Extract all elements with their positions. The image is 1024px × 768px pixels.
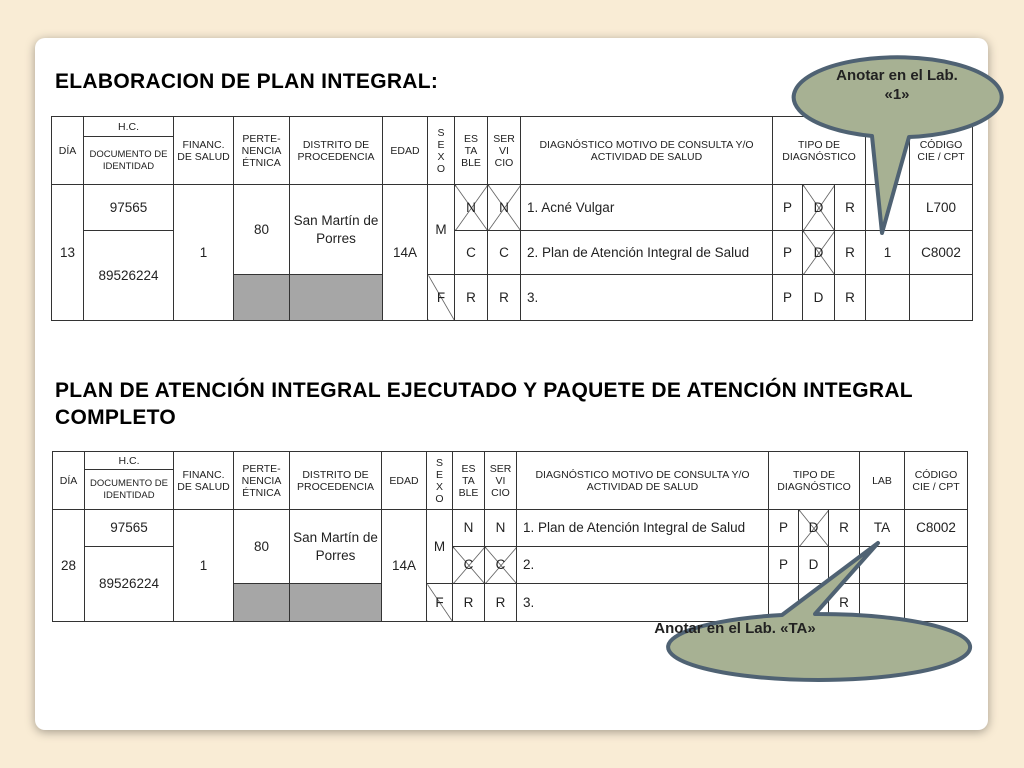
cell-diagnostico: 3. [517,584,769,622]
cell-estable: C [453,547,485,584]
cell-tipo-r: R [835,185,866,231]
cell-servicio: N [488,185,521,231]
cell-hc: 97565 [84,185,174,231]
cell-tipo-r: R [835,231,866,275]
header-tipo-diagnostico: TIPO DE DIAGNÓSTICO [773,117,866,185]
header-distrito: DISTRITO DE PROCEDENCIA [290,117,383,185]
cell-hc: 97565 [85,510,174,547]
cell-tipo-d: D [799,510,829,547]
cell-codigo: C8002 [905,510,968,547]
cell-diagnostico: 1. Acné Vulgar [521,185,773,231]
header-estable: ES TA BLE [453,452,485,510]
header-dia: DÍA [53,452,85,510]
cell-sexo-f: F [427,584,453,622]
section-title-plan-ejecutado: PLAN DE ATENCIÓN INTEGRAL EJECUTADO Y PAQUETE DE ATENCIÓN INTEGRAL COMPLETO [55,379,913,429]
cell-financ: 1 [174,185,234,321]
cell-servicio: N [485,510,517,547]
cell-codigo: L700 [910,185,973,231]
cell-servicio: R [485,584,517,622]
cell-documento: 89526224 [84,231,174,321]
cell-tipo-r: R [829,584,860,622]
cell-sexo-m: M [428,185,455,275]
header-tipo-diagnostico: TIPO DE DIAGNÓSTICO [769,452,860,510]
cell-diagnostico: 2. [517,547,769,584]
cell-pertenencia: 80 [234,510,290,584]
cell-diagnostico: 3. [521,275,773,321]
header-codigo: CÓDIGO CIE / CPT [910,117,973,185]
header-codigo: CÓDIGO CIE / CPT [905,452,968,510]
cell-sexo-f: F [428,275,455,321]
header-edad: EDAD [383,117,428,185]
cell-tipo-p: P [769,510,799,547]
cell-sexo-m: M [427,510,453,584]
cell-servicio: C [488,231,521,275]
header-diagnostico: DIAGNÓSTICO MOTIVO DE CONSULTA Y/O ACTIVIDAD DE SALUD [521,117,773,185]
cell-lab: 1 [866,231,910,275]
header-financ: FINANC. DE SALUD [174,452,234,510]
callout-text-1: Anotar en el Lab. «1» [836,67,958,103]
header-edad: EDAD [382,452,427,510]
cell-servicio: R [488,275,521,321]
callout-text-2: Anotar en el Lab. «TA» [654,620,816,637]
header-hc: H.C. [85,452,174,470]
cell-estable: R [455,275,488,321]
header-dia: DÍA [52,117,84,185]
cell-tipo-d: D [803,275,835,321]
cell-tipo-p: P [773,231,803,275]
cell-estable: C [455,231,488,275]
cell-tipo-p: P [769,547,799,584]
header-distrito: DISTRITO DE PROCEDENCIA [290,452,382,510]
cell-lab: TA [860,510,905,547]
cell-estable: R [453,584,485,622]
header-pertenencia: PERTE- NENCIA ÉTNICA [234,452,290,510]
header-estable: ES TA BLE [455,117,488,185]
header-sexo: S E X O [428,117,455,185]
callout-bubble-2 [668,543,970,680]
cell-tipo-d: D [799,547,829,584]
cell-tipo-p: P [773,275,803,321]
header-servicio: SER VI CIO [488,117,521,185]
header-hc: H.C. [84,117,174,137]
header-documento: DOCUMENTO DE IDENTIDAD [85,470,174,510]
cell-codigo: C8002 [910,231,973,275]
cell-tipo-r: R [829,510,860,547]
cell-tipo-d: D [803,185,835,231]
cell-dia: 28 [53,510,85,622]
cell-documento: 89526224 [85,547,174,622]
header-lab: LAB [860,452,905,510]
header-diagnostico: DIAGNÓSTICO MOTIVO DE CONSULTA Y/O ACTIVIDAD DE SALUD [517,452,769,510]
cell-pertenencia: 80 [234,185,290,275]
cell-tipo-r: R [835,275,866,321]
cell-financ: 1 [174,510,234,622]
cell-edad: 14A [382,510,427,622]
section-title-elaboracion: ELABORACION DE PLAN INTEGRAL: [55,70,439,93]
cell-diagnostico: 1. Plan de Atención Integral de Salud [517,510,769,547]
cell-estable: N [455,185,488,231]
cell-diagnostico: 2. Plan de Atención Integral de Salud [521,231,773,275]
cell-tipo-d: D [803,231,835,275]
cell-distrito: San Martín de Porres [290,510,382,584]
cell-estable: N [453,510,485,547]
header-financ: FINANC. DE SALUD [174,117,234,185]
header-pertenencia: PERTE- NENCIA ÉTNICA [234,117,290,185]
header-documento: DOCUMENTO DE IDENTIDAD [84,137,174,185]
header-servicio: SER VI CIO [485,452,517,510]
header-sexo: S E X O [427,452,453,510]
cell-distrito: San Martín de Porres [290,185,383,275]
cell-edad: 14A [383,185,428,321]
cell-servicio: C [485,547,517,584]
cell-tipo-p: P [773,185,803,231]
cell-dia: 13 [52,185,84,321]
